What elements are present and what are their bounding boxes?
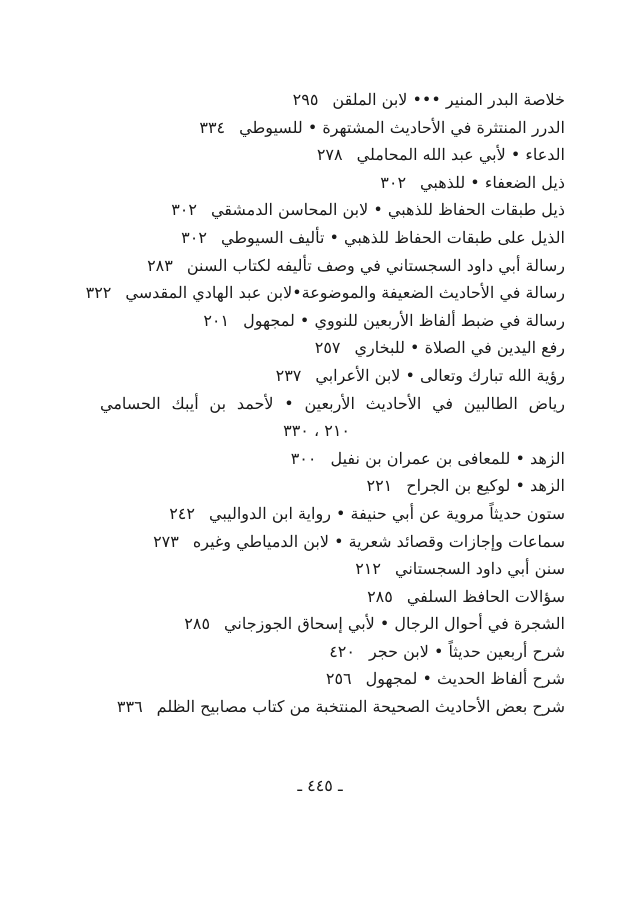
- entry-title: ذيل الضعفاء • للذهبي: [420, 172, 565, 192]
- entry-title: شرح أربعين حديثاً • لابن حجر: [368, 641, 565, 661]
- index-entry: [85, 279, 565, 307]
- entry-pages: ٢٣٧: [275, 365, 302, 385]
- entry-pages: ٣٣٦: [116, 697, 143, 717]
- entry-title: شرح بعض الأحاديث الصحيحة المنتخبة من كتاب مصابيح الظلم: [156, 697, 565, 717]
- index-entry: [100, 334, 565, 362]
- index-entry: [100, 114, 565, 142]
- entry-title: رسالة في الأحاديث الضعيفة والموضوعة•لابن عبد الهادي المقدسي: [125, 283, 565, 303]
- entry-pages: ٢٨٣: [147, 255, 173, 275]
- entry-title: الزهد • لوكيع بن الجراح: [406, 476, 565, 496]
- index-entry: [100, 693, 565, 721]
- index-entry: [100, 472, 565, 500]
- entry-title: رياض الطالبين في الأحاديث الأربعين • لأحمد بن أيبك الحسامي: [100, 393, 565, 413]
- index-entry: [100, 555, 565, 583]
- entry-pages: ٢٨٥: [367, 586, 393, 606]
- entry-pages: ٢١٢: [355, 559, 381, 579]
- index-entry: [100, 638, 565, 666]
- entry-title: سؤالات الحافظ السلفي: [406, 586, 565, 606]
- entry-pages: ٣٠٠: [290, 448, 317, 468]
- entry-title: ستون حديثاً مروية عن أبي حنيفة • رواية ابن الدواليبي: [208, 503, 565, 523]
- entry-pages: ٢٧٨: [316, 145, 343, 165]
- entry-title: خلاصة البدر المنير ••• لابن الملقن: [332, 90, 565, 109]
- entry-pages: ٢٠١: [203, 310, 230, 330]
- index-entry: [100, 390, 565, 445]
- index-page: [85, 86, 565, 721]
- index-entry: [100, 665, 565, 693]
- entry-title: سنن أبي داود السجستاني: [394, 559, 565, 579]
- entry-pages: ٤٢٠: [329, 641, 355, 661]
- entry-pages: ٢٤٢: [169, 503, 195, 523]
- entry-title: الدعاء • لأبي عبد الله المحاملي: [356, 145, 565, 165]
- entry-title: رسالة أبي داود السجستاني في وصف تأليفه لكتاب السنن: [186, 255, 565, 275]
- index-entry: [100, 445, 565, 473]
- entry-pages: ٣٢٢: [85, 283, 112, 303]
- entry-pages: ٣٠٢: [171, 200, 197, 220]
- index-entry: [100, 86, 565, 114]
- entry-title: ذيل طبقات الحفاظ للذهبي • لابن المحاسن الدمشقي: [210, 200, 565, 220]
- entry-pages: ٢٩٥: [292, 90, 319, 109]
- index-entry: [100, 528, 565, 556]
- entry-title: الشجرة في أحوال الرجال • لأبي إسحاق الجوزجاني: [224, 614, 565, 634]
- entry-title: رسالة في ضبط ألفاظ الأربعين للنووي • لمجهول: [243, 310, 565, 330]
- index-entry: [100, 610, 565, 638]
- page-number: ـ ٤٤٥ ـ: [297, 776, 343, 795]
- entry-pages: ٣٠٢: [181, 227, 207, 247]
- index-entry: [100, 141, 565, 169]
- entry-title: سماعات وإجازات وقصائد شعرية • لابن الدمياطي وغيره: [192, 531, 565, 551]
- entry-pages: ٢٥٦: [325, 669, 352, 689]
- index-entry: [100, 307, 565, 335]
- entry-title: الزهد • للمعافى بن عمران بن نفيل: [330, 448, 565, 468]
- entry-pages: ٢٢١: [366, 476, 393, 496]
- entry-pages: ٣٣٤: [199, 117, 226, 137]
- entry-pages: ٢٥٧: [314, 338, 341, 358]
- entry-title: شرح ألفاظ الحديث • لمجهول: [365, 669, 565, 689]
- index-entry: [100, 362, 565, 390]
- entry-title: الدرر المنتثرة في الأحاديث المشتهرة • للسيوطي: [239, 117, 565, 137]
- entry-title: رؤية الله تبارك وتعالى • لابن الأعرابي: [315, 365, 565, 385]
- entry-pages: ٢١٠ ، ٣٣٠: [283, 421, 350, 441]
- entry-title: رفع اليدين في الصلاة • للبخاري: [354, 338, 565, 358]
- entry-title: الذيل على طبقات الحفاظ للذهبي • تأليف السيوطي: [220, 227, 565, 247]
- index-entry: [100, 252, 565, 280]
- index-entry: [100, 196, 565, 224]
- entry-pages: ٢٧٣: [153, 531, 179, 551]
- index-entry: [100, 224, 565, 252]
- entry-pages: ٢٨٥: [184, 614, 211, 634]
- index-entry: [100, 500, 565, 528]
- index-entry: [100, 169, 565, 197]
- index-entry: [100, 583, 565, 611]
- entry-pages: ٣٠٢: [380, 172, 407, 192]
